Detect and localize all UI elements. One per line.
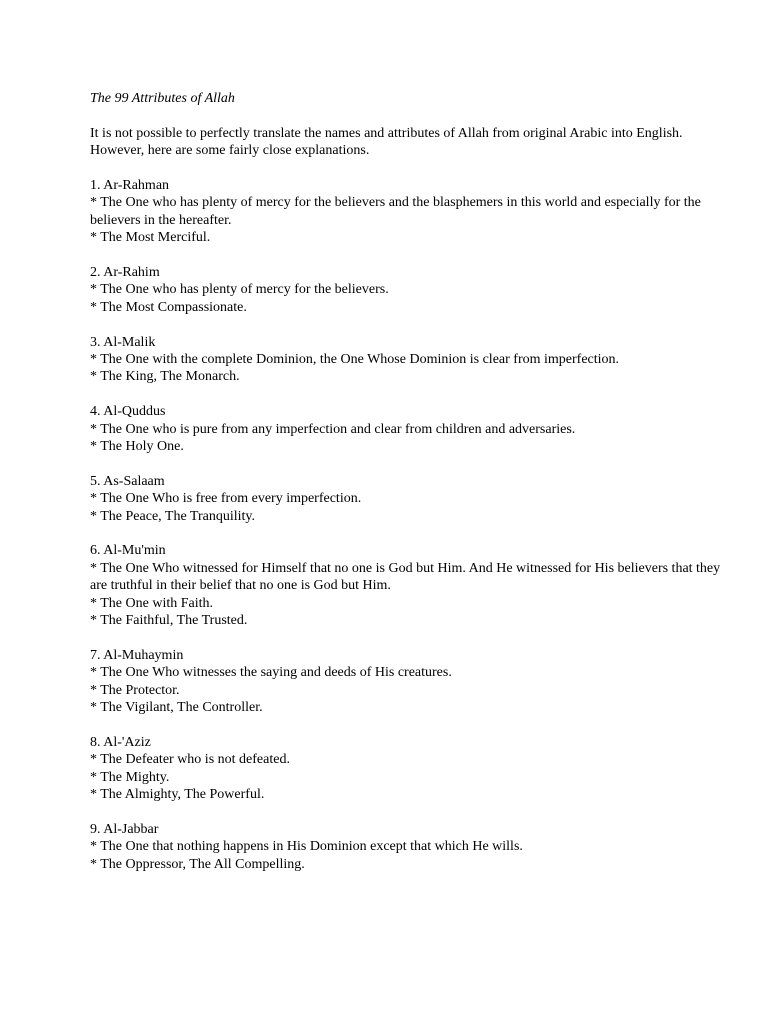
attribute-entry	[90, 734, 730, 804]
attribute-meaning: * The One who is pure from any imperfection and clear from children and adversaries.	[90, 421, 576, 437]
attribute-heading: 7. Al-Muhaymin	[90, 647, 184, 663]
document-page	[90, 90, 730, 891]
attribute-entry	[90, 334, 730, 386]
attribute-heading: 3. Al-Malik	[90, 334, 156, 350]
attribute-meaning: * The One who has plenty of mercy for the believers.	[90, 282, 389, 298]
attribute-entry	[90, 542, 730, 629]
attribute-meaning: * The Peace, The Tranquility.	[90, 508, 255, 524]
attribute-heading: 5. As-Salaam	[90, 473, 165, 489]
attribute-entry	[90, 403, 730, 455]
attribute-meaning: * The One who has plenty of mercy for the believers and the blasphemers in this world and especially for the believers in the hereafter.	[90, 195, 701, 228]
attribute-entry	[90, 473, 730, 525]
attribute-meaning: * The One Who is free from every imperfection.	[90, 491, 362, 507]
attribute-meaning: * The Mighty.	[90, 769, 170, 785]
attribute-heading: 6. Al-Mu'min	[90, 543, 166, 559]
attribute-meaning: * The One with Faith.	[90, 595, 214, 611]
attribute-entry	[90, 647, 730, 717]
attribute-heading: 2. Ar-Rahim	[90, 265, 160, 281]
attribute-heading: 9. Al-Jabbar	[90, 821, 159, 837]
attribute-entry	[90, 821, 730, 873]
attribute-meaning: * The Holy One.	[90, 439, 184, 455]
attribute-entry	[90, 264, 730, 316]
attribute-meaning: * The Vigilant, The Controller.	[90, 700, 263, 716]
attributes-list	[90, 177, 730, 873]
attribute-meaning: * The King, The Monarch.	[90, 369, 240, 385]
attribute-meaning: * The Most Compassionate.	[90, 299, 247, 315]
intro-paragraph: It is not possible to perfectly translate the names and attributes of Allah from original Arabic into English. However, here are some fairly close explanations.	[90, 125, 683, 159]
attribute-meaning: * The Faithful, The Trusted.	[90, 613, 248, 629]
attribute-meaning: * The Most Merciful.	[90, 230, 211, 246]
attribute-heading: 1. Ar-Rahman	[90, 178, 170, 193]
attribute-meaning: * The Almighty, The Powerful.	[90, 787, 265, 803]
attribute-heading: 8. Al-'Aziz	[90, 734, 151, 750]
attribute-meaning: * The Oppressor, The All Compelling.	[90, 856, 305, 872]
attribute-meaning: * The One Who witnesses the saying and deeds of His creatures.	[90, 665, 452, 681]
attribute-meaning: * The One that nothing happens in His Dominion except that which He wills.	[90, 839, 523, 855]
attribute-meaning: * The One Who witnessed for Himself that no one is God but Him. And He witnessed for His believers that they are truthful in their belief that no one is God but Him.	[90, 560, 721, 594]
attribute-meaning: * The Defeater who is not defeated.	[90, 752, 290, 768]
document-title: The 99 Attributes of Allah	[90, 91, 235, 106]
attribute-entry	[90, 177, 730, 247]
attribute-meaning: * The One with the complete Dominion, the One Whose Dominion is clear from imperfection.	[90, 352, 620, 368]
attribute-heading: 4. Al-Quddus	[90, 404, 166, 420]
attribute-meaning: * The Protector.	[90, 682, 180, 698]
